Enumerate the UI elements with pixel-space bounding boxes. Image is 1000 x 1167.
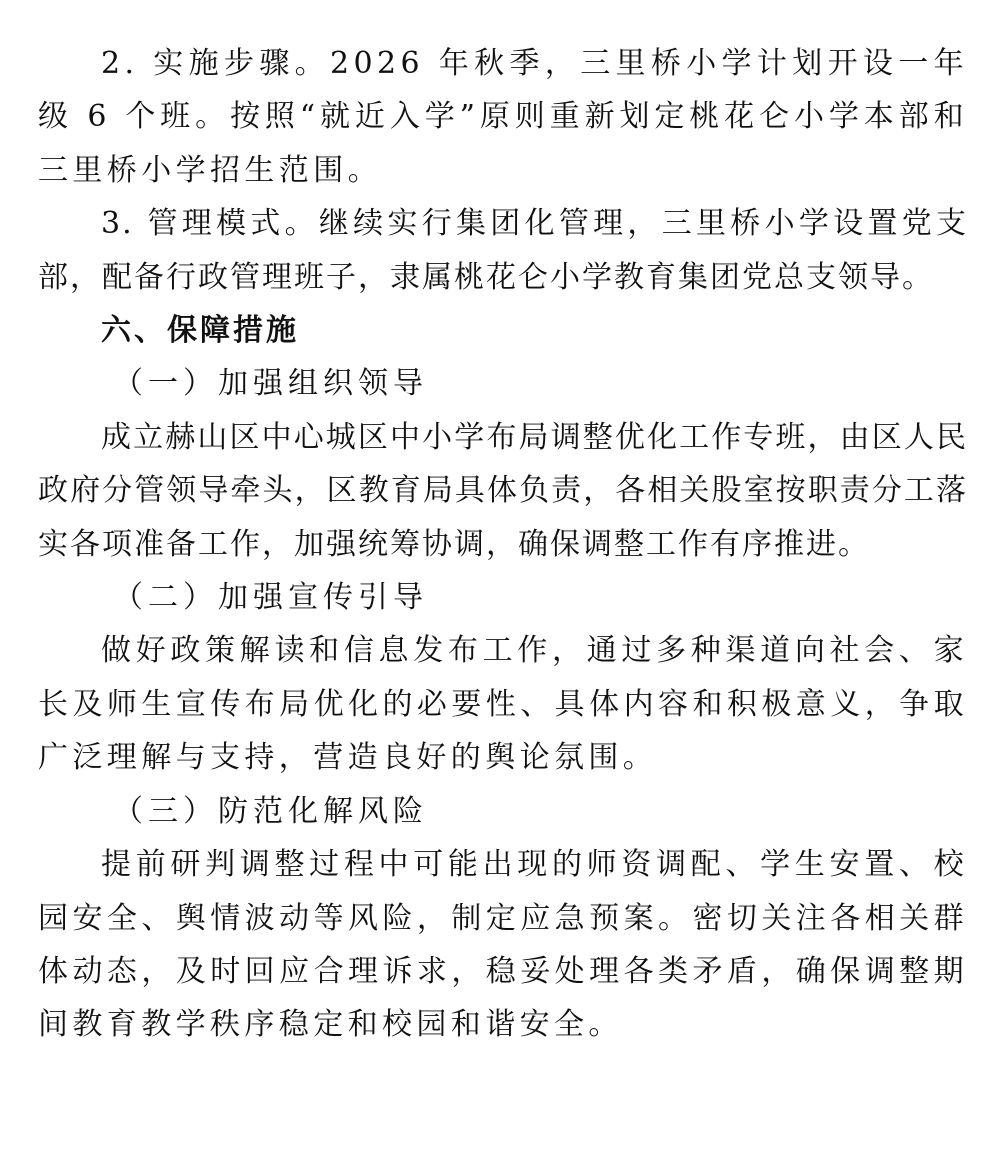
paragraph-publicity-guidance: 做好政策解读和信息发布工作，通过多种渠道向社会、家长及师生宣传布局优化的必要性、具体内容和积极意义，争取广泛理解与支持，营造良好的舆论氛围。 — [38, 633, 968, 776]
paragraph-organization-leadership: 成立赫山区中心城区中小学布局调整优化工作专班，由区人民政府分管领导牵头，区教育局具体负责，各相关股室按职责分工落实各项准备工作，加强统筹协调，确保调整工作有序推进。 — [38, 419, 968, 562]
subheading-organization-leadership: （一）加强组织领导 — [113, 366, 428, 402]
subheading-publicity-guidance: （二）加强宣传引导 — [113, 580, 428, 616]
subheading-risk-prevention: （三）防范化解风险 — [113, 793, 428, 829]
paragraph-implementation-steps: 2. 实施步骤。2026 年秋季，三里桥小学计划开设一年级 6 个班。按照“就近入学”原则重新划定桃花仑小学本部和三里桥小学招生范围。 — [38, 46, 968, 188]
document-body — [38, 37, 968, 1052]
paragraph-management-mode: 3. 管理模式。继续实行集团化管理，三里桥小学设置党支部，配备行政管理班子，隶属桃花仑小学教育集团党总支领导。 — [38, 206, 968, 295]
section-heading-safeguards: 六、保障措施 — [101, 313, 299, 349]
paragraph-risk-prevention: 提前研判调整过程中可能出现的师资调配、学生安置、校园安全、舆情波动等风险，制定应急预案。密切关注各相关群体动态，及时回应合理诉求，稳妥处理各类矛盾，确保调整期间教育教学秩序稳定和校园和谐安全。 — [38, 847, 968, 1043]
